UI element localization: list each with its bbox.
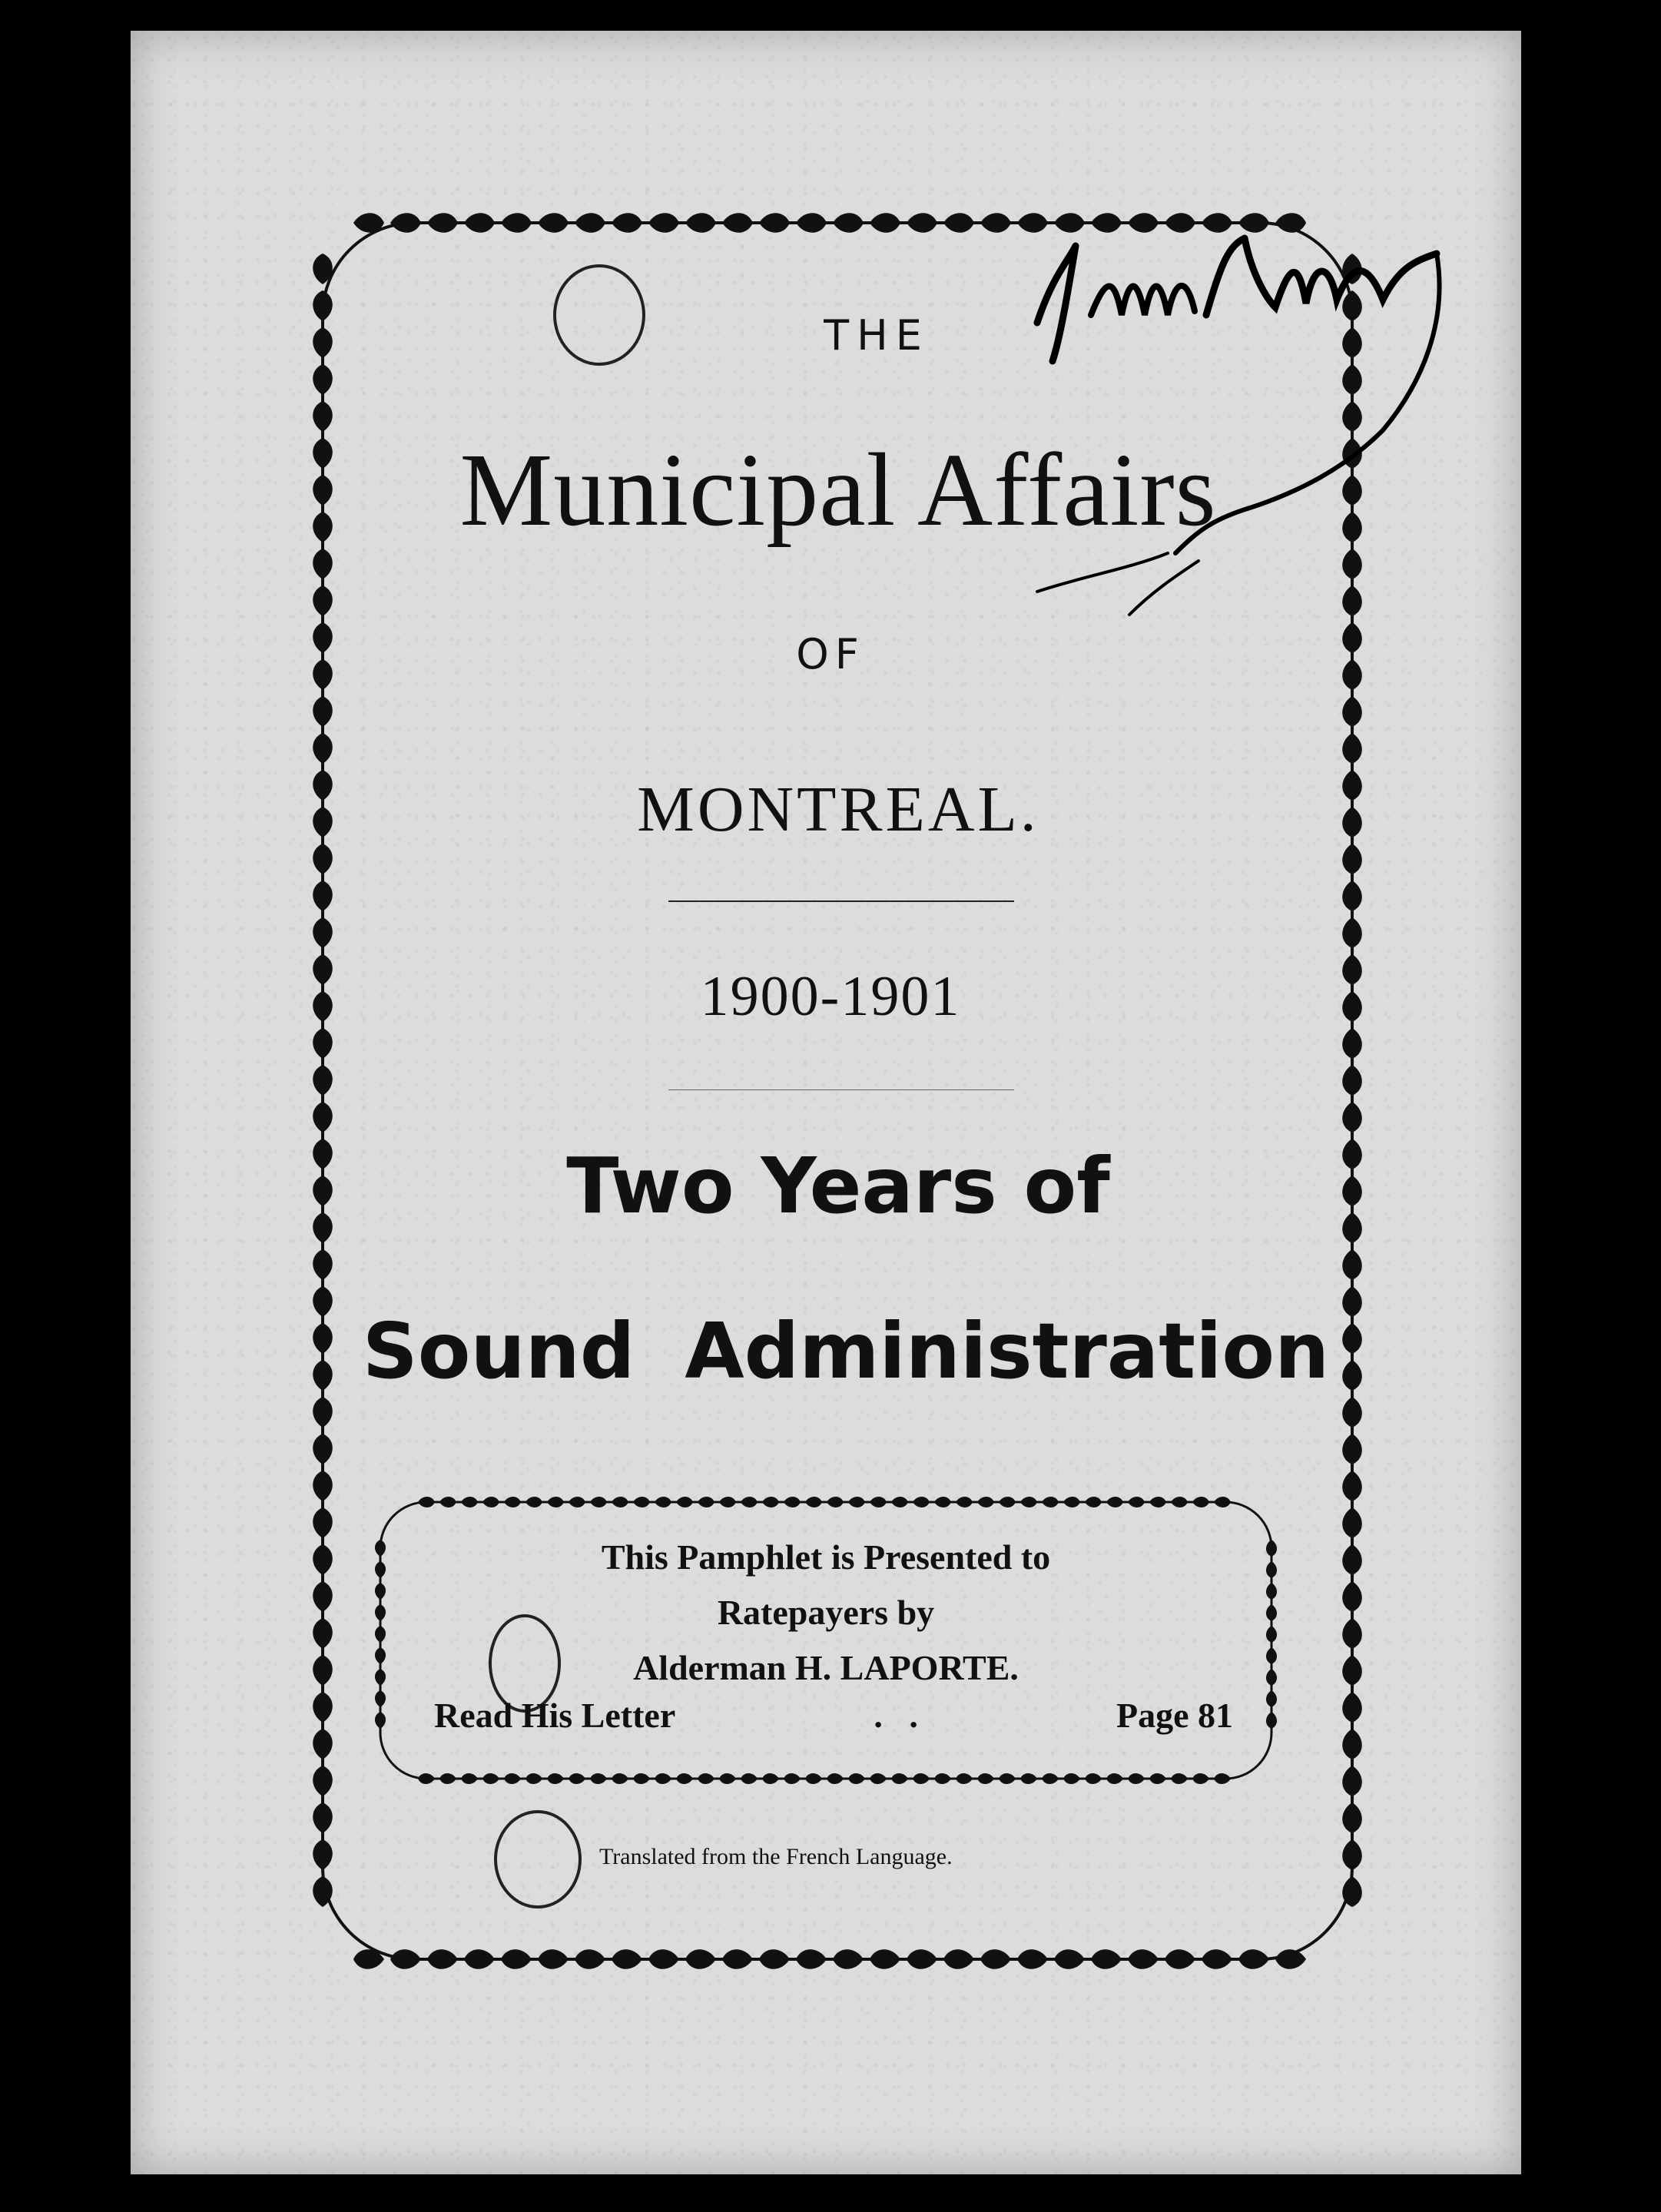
headline-line-1: Two Years of (566, 1141, 1110, 1231)
inset-line-2: Ratepayers by (717, 1593, 935, 1632)
headline-line-2: Sound Administration (362, 1306, 1330, 1396)
cover-city: MONTREAL. (637, 774, 1039, 845)
cover-the: THE (824, 311, 930, 360)
read-letter-label: Read His Letter (434, 1696, 676, 1735)
cover-of: OF (796, 630, 865, 678)
divider-rule-bottom (668, 1089, 1014, 1090)
handwritten-signature (1022, 230, 1452, 630)
cover-years: 1900-1901 (700, 965, 961, 1028)
divider-rule-top (668, 900, 1014, 902)
inset-line-4 (434, 1695, 1233, 1736)
translation-note: Translated from the French Language. (599, 1844, 953, 1869)
inset-line-1: This Pamphlet is Presented to (601, 1537, 1051, 1577)
cover-title: Municipal Affairs (459, 433, 1217, 548)
inset-line-3: Alderman H. LAPORTE. (633, 1648, 1019, 1687)
leader-dots: . . (874, 1696, 918, 1735)
page-reference: Page 81 (1116, 1696, 1233, 1735)
